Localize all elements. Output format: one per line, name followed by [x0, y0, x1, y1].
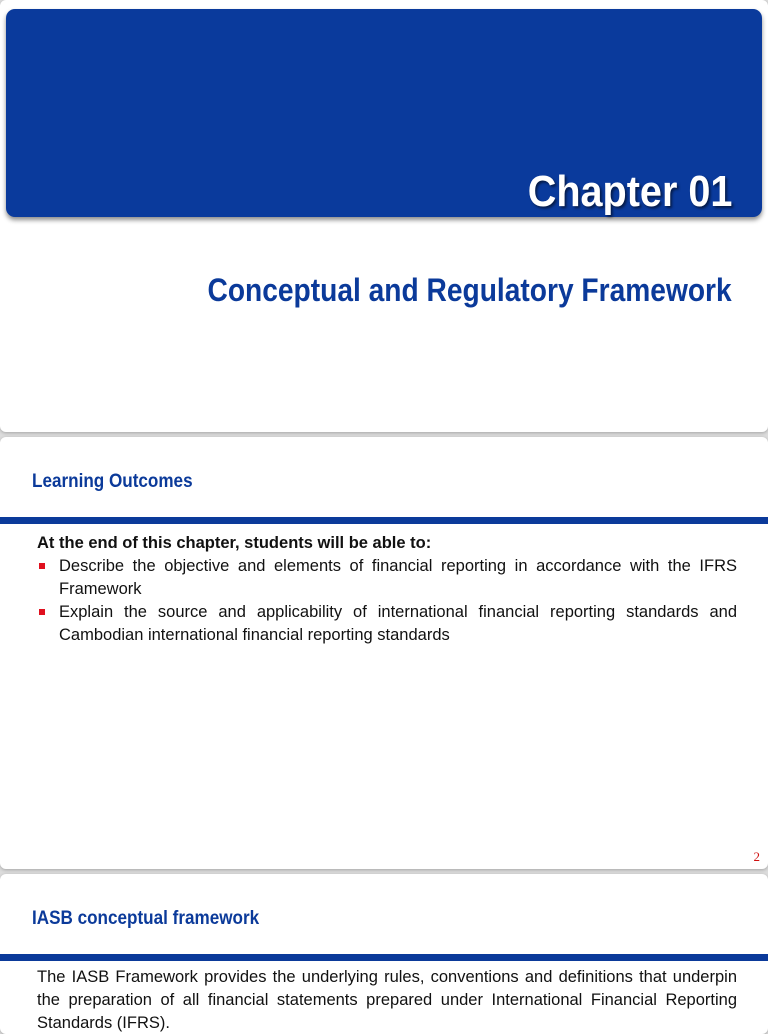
page-number: 2 — [753, 849, 760, 864]
outcomes-content — [37, 532, 737, 647]
section-heading: IASB conceptual framework — [32, 908, 260, 929]
chapter-banner — [6, 9, 762, 217]
chapter-subtitle: Conceptual and Regulatory Framework — [207, 272, 732, 308]
list-item — [37, 555, 737, 601]
divider-rule — [0, 954, 768, 961]
framework-body: The IASB Framework provides the underlying rules, conventions and definitions that underpin the preparation of all financial statements prepared under International Financial Reporting Standards (IFRS). — [37, 968, 737, 1032]
section-heading: Learning Outcomes — [32, 471, 193, 492]
divider-rule — [0, 517, 768, 524]
outcome-text: Explain the source and applicability of international financial reporting standards and Cambodian international financial reporting standards — [59, 603, 737, 644]
outcome-text: Describe the objective and elements of financial reporting in accordance with the IFRS Framework — [59, 557, 737, 598]
list-item — [37, 601, 737, 647]
slide-learning-outcomes — [0, 437, 768, 869]
outcomes-lead: At the end of this chapter, students will be able to: — [37, 534, 432, 552]
chapter-title: Chapter 01 — [527, 167, 732, 216]
square-bullet-icon — [39, 609, 45, 615]
slide-title — [0, 0, 768, 432]
square-bullet-icon — [39, 563, 45, 569]
outcomes-list — [37, 555, 737, 647]
slide-iasb-framework — [0, 874, 768, 1034]
